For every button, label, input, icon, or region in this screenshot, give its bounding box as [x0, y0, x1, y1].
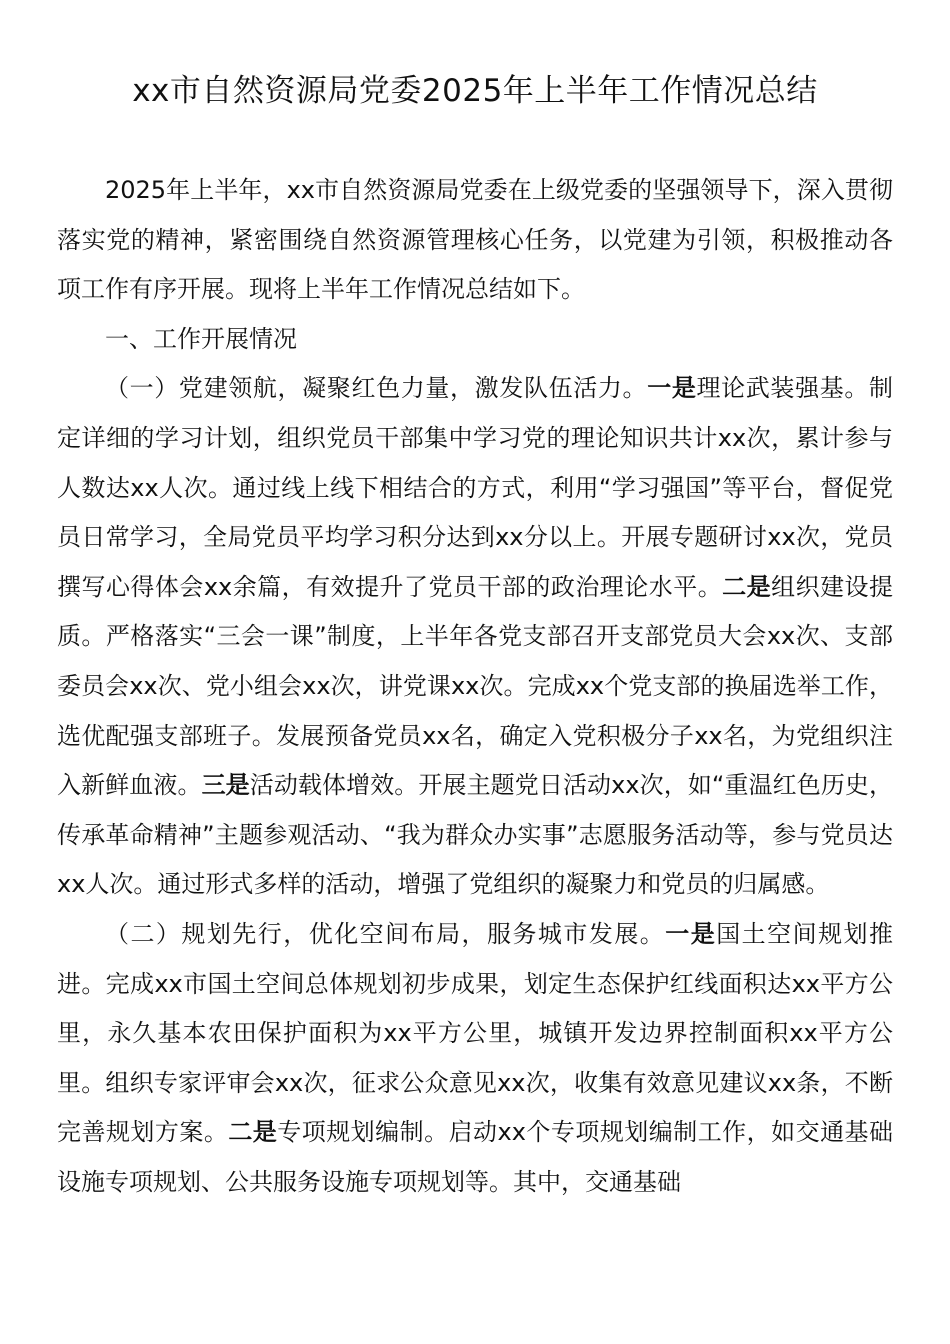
subsection-1-paragraph: [57, 364, 893, 910]
intro-paragraph: 2025年上半年，xx市自然资源局党委在上级党委的坚强领导下，深入贯彻落实党的精神，紧密围绕自然资源管理核心任务，以党建为引领，积极推动各项工作有序开展。现将上半年工作情况总结如下。: [57, 176, 893, 304]
point-text: 组织建设提质。严格落实“三会一课”制度，上半年各党支部召开支部党员大会xx次、支部委员会xx次、党小组会xx次，讲党课xx次。完成xx个党支部的换届选举工作，选优配强支部班子。发展预备党员xx名，确定入党积极分子xx名，为党组织注入新鲜血液。: [57, 572, 894, 800]
point-label: 三是: [201, 771, 250, 800]
point-label: 一是: [665, 919, 717, 948]
subsection-2-heading: （二）规划先行，优化空间布局，服务城市发展。: [105, 919, 666, 948]
document-title: xx市自然资源局党委2025年上半年工作情况总结: [132, 73, 818, 109]
point-text: 国土空间规划推进。完成xx市国土空间总体规划初步成果，划定生态保护红线面积达xx平方公里，永久基本农田保护面积为xx平方公里，城镇开发边界控制面积xx平方公里。组织专家评审会xx次，征求公众意见xx次，收集有效意见建议xx条，不断完善规划方案。: [57, 919, 894, 1147]
point-text: 专项规划编制。启动xx个专项规划编制工作，如交通基础设施专项规划、公共服务设施专项规划等。其中，交通基础: [57, 1118, 894, 1196]
point-text: 理论武装强基。制定详细的学习计划，组织党员干部集中学习党的理论知识共计xx次，累计参与人数达xx人次。通过线上线下相结合的方式，利用“学习强国”等平台，督促党员日常学习，全局党员平均学习积分达到xx分以上。开展专题研讨xx次，党员撰写心得体会xx余篇，有效提升了党员干部的政治理论水平。: [57, 374, 894, 601]
subsection-1-heading: （一）党建领航，凝聚红色力量，激发队伍活力。: [105, 374, 648, 403]
section-heading: 一、工作开展情况: [105, 324, 297, 353]
document-body: [57, 166, 893, 1207]
document-page: [57, 62, 893, 1207]
point-label: 一是: [647, 374, 697, 403]
subsection-2-paragraph: [57, 910, 893, 1208]
point-label: 二是: [722, 572, 772, 601]
point-text: 活动载体增效。开展主题党日活动xx次，如“重温红色历史，传承革命精神”主题参观活动、“我为群众办实事”志愿服务活动等，参与党员达xx人次。通过形式多样的活动，增强了党组织的凝聚力和党员的归属感。: [57, 771, 894, 899]
point-label: 二是: [228, 1118, 278, 1147]
